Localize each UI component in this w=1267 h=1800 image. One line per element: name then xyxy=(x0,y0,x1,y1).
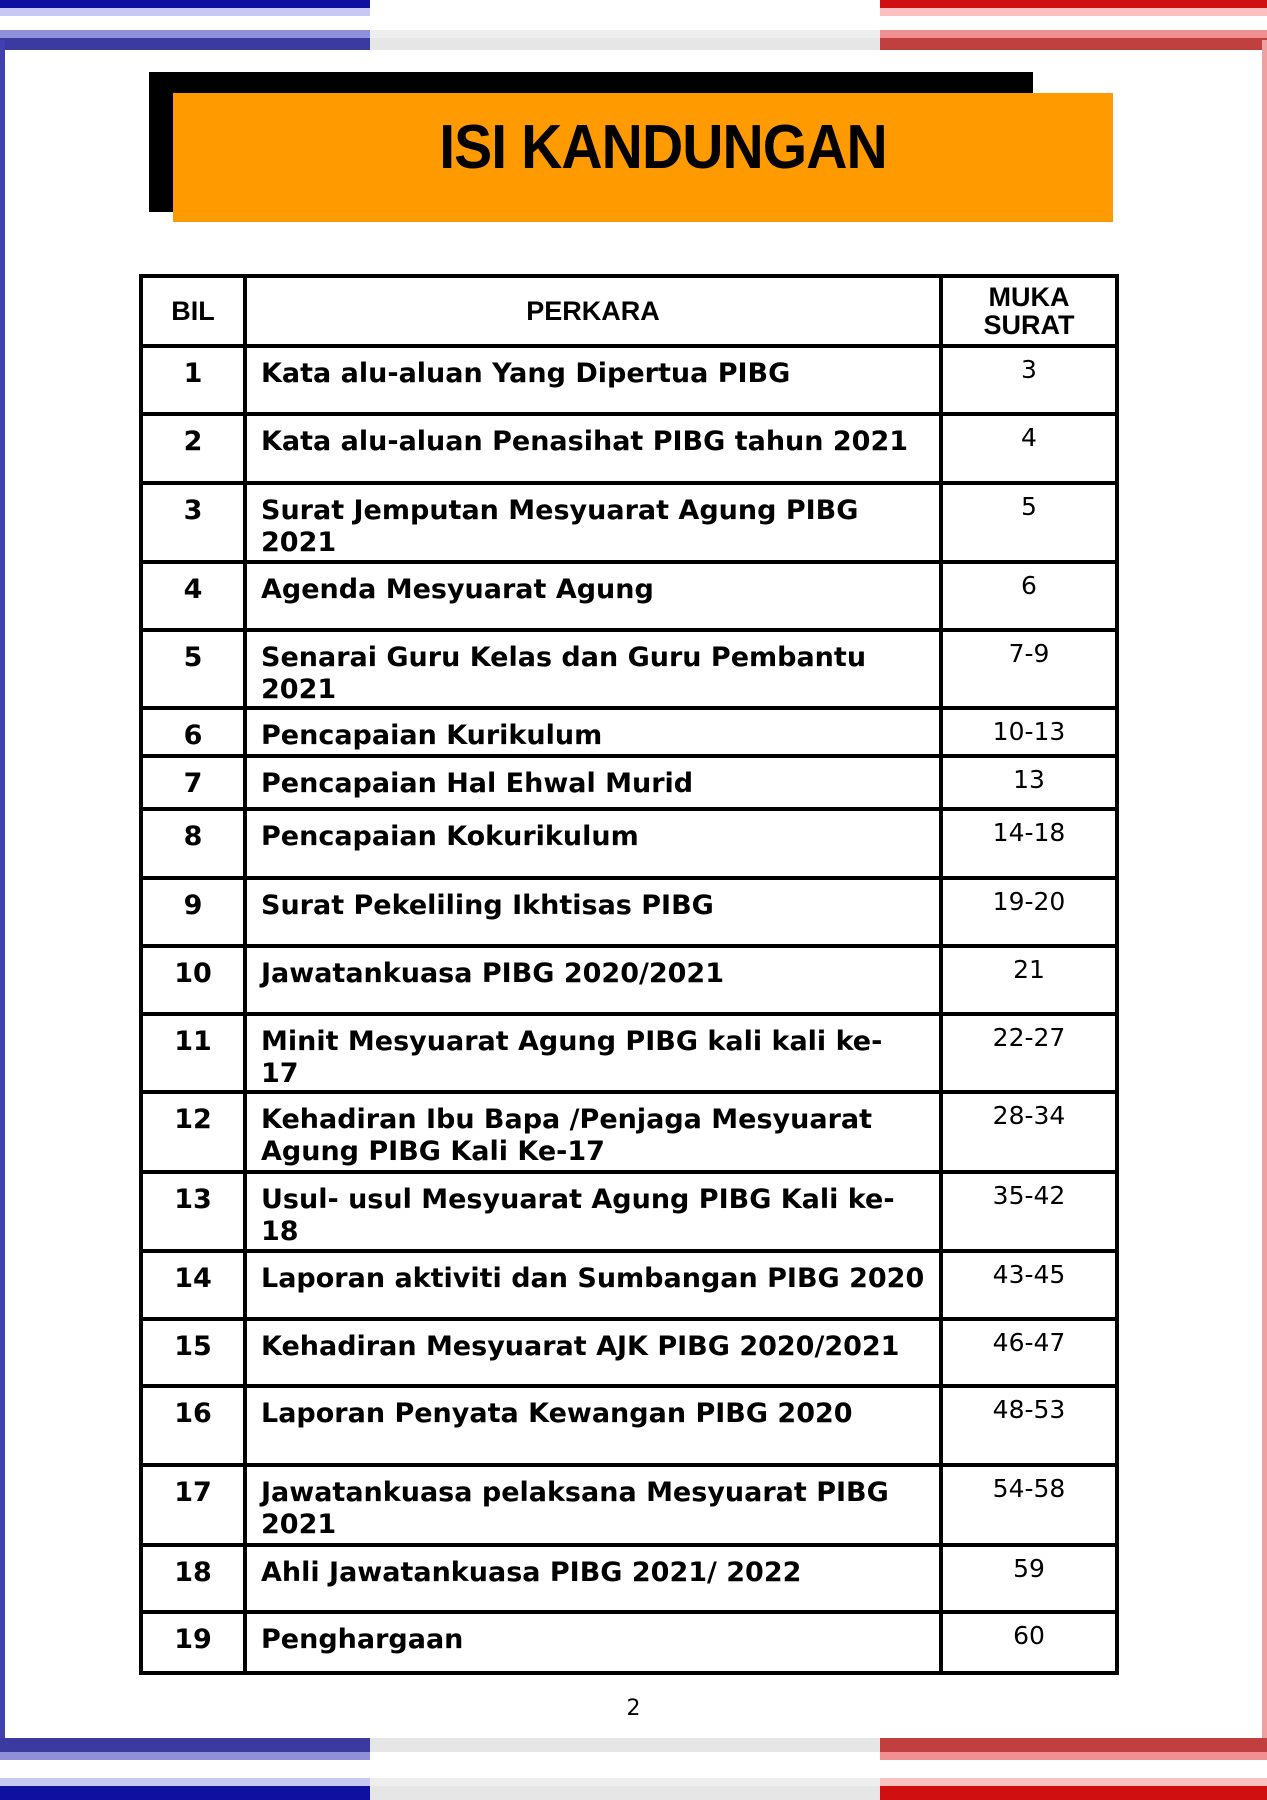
table-row xyxy=(141,1465,1117,1545)
row-page: 10-13 xyxy=(941,708,1117,756)
table-row xyxy=(141,1386,1117,1465)
table-row xyxy=(141,1172,1117,1251)
row-number: 7 xyxy=(141,756,245,809)
row-title: Laporan Penyata Kewangan PIBG 2020 xyxy=(245,1386,941,1465)
contents-table xyxy=(139,274,1119,1675)
row-title: Kata alu-aluan Yang Dipertua PIBG xyxy=(245,346,941,414)
table-row xyxy=(141,1092,1117,1172)
row-page: 28-34 xyxy=(941,1092,1117,1172)
row-page: 6 xyxy=(941,562,1117,630)
row-title: Pencapaian Kurikulum xyxy=(245,708,941,756)
row-title: Pencapaian Hal Ehwal Murid xyxy=(245,756,941,809)
row-title: Surat Pekeliling Ikhtisas PIBG xyxy=(245,878,941,946)
page-number: 2 xyxy=(626,1696,641,1721)
row-number: 1 xyxy=(141,346,245,414)
row-number: 3 xyxy=(141,483,245,562)
row-title: Minit Mesyuarat Agung PIBG kali kali ke- 17 xyxy=(245,1014,941,1092)
row-title: Usul- usul Mesyuarat Agung PIBG Kali ke- 18 xyxy=(245,1172,941,1251)
row-page: 3 xyxy=(941,346,1117,414)
row-page: 46-47 xyxy=(941,1319,1117,1386)
row-number: 6 xyxy=(141,708,245,756)
row-number: 8 xyxy=(141,809,245,878)
row-title: Senarai Guru Kelas dan Guru Pembantu 2021 xyxy=(245,630,941,708)
right-border xyxy=(1262,40,1267,1760)
row-title: Penghargaan xyxy=(245,1612,941,1673)
row-page: 21 xyxy=(941,946,1117,1014)
row-title: Kehadiran Mesyuarat AJK PIBG 2020/2021 xyxy=(245,1319,941,1386)
header-bil: BIL xyxy=(141,276,245,346)
row-page: 22-27 xyxy=(941,1014,1117,1092)
row-title: Agenda Mesyuarat Agung xyxy=(245,562,941,630)
row-page: 4 xyxy=(941,414,1117,483)
row-number: 19 xyxy=(141,1612,245,1673)
table-row xyxy=(141,756,1117,809)
table-row xyxy=(141,414,1117,483)
table-row xyxy=(141,630,1117,708)
row-page: 48-53 xyxy=(941,1386,1117,1465)
table-row xyxy=(141,708,1117,756)
row-page: 35-42 xyxy=(941,1172,1117,1251)
table-row xyxy=(141,1014,1117,1092)
row-title: Kata alu-aluan Penasihat PIBG tahun 2021 xyxy=(245,414,941,483)
table-header xyxy=(141,276,1117,346)
row-number: 5 xyxy=(141,630,245,708)
row-number: 4 xyxy=(141,562,245,630)
row-number: 17 xyxy=(141,1465,245,1545)
row-number: 11 xyxy=(141,1014,245,1092)
row-title: Jawatankuasa PIBG 2020/2021 xyxy=(245,946,941,1014)
table-row xyxy=(141,1319,1117,1386)
row-title: Laporan aktiviti dan Sumbangan PIBG 2020 xyxy=(245,1251,941,1319)
table-row xyxy=(141,809,1117,878)
row-page: 19-20 xyxy=(941,878,1117,946)
row-page: 54-58 xyxy=(941,1465,1117,1545)
row-page: 13 xyxy=(941,756,1117,809)
row-number: 13 xyxy=(141,1172,245,1251)
row-title: Kehadiran Ibu Bapa /Penjaga Mesyuarat Agung PIBG Kali Ke-17 xyxy=(245,1092,941,1172)
table-row xyxy=(141,878,1117,946)
row-number: 14 xyxy=(141,1251,245,1319)
left-border xyxy=(0,40,5,1760)
table-row xyxy=(141,1545,1117,1612)
page-title: ISI KANDUNGAN xyxy=(439,113,887,182)
header-muka-surat: MUKA SURAT xyxy=(941,276,1117,346)
table-row xyxy=(141,346,1117,414)
row-number: 16 xyxy=(141,1386,245,1465)
row-page: 5 xyxy=(941,483,1117,562)
row-page: 59 xyxy=(941,1545,1117,1612)
row-title: Surat Jemputan Mesyuarat Agung PIBG 2021 xyxy=(245,483,941,562)
header-perkara: PERKARA xyxy=(245,276,941,346)
row-page: 14-18 xyxy=(941,809,1117,878)
row-page: 43-45 xyxy=(941,1251,1117,1319)
table-row xyxy=(141,946,1117,1014)
table-row xyxy=(141,1251,1117,1319)
table-row xyxy=(141,562,1117,630)
row-number: 12 xyxy=(141,1092,245,1172)
row-title: Jawatankuasa pelaksana Mesyuarat PIBG 2021 xyxy=(245,1465,941,1545)
table-row xyxy=(141,1612,1117,1673)
row-title: Pencapaian Kokurikulum xyxy=(245,809,941,878)
row-title: Ahli Jawatankuasa PIBG 2021/ 2022 xyxy=(245,1545,941,1612)
row-number: 15 xyxy=(141,1319,245,1386)
row-number: 2 xyxy=(141,414,245,483)
row-number: 10 xyxy=(141,946,245,1014)
row-number: 9 xyxy=(141,878,245,946)
row-page: 60 xyxy=(941,1612,1117,1673)
table-row xyxy=(141,483,1117,562)
row-number: 18 xyxy=(141,1545,245,1612)
row-page: 7-9 xyxy=(941,630,1117,708)
